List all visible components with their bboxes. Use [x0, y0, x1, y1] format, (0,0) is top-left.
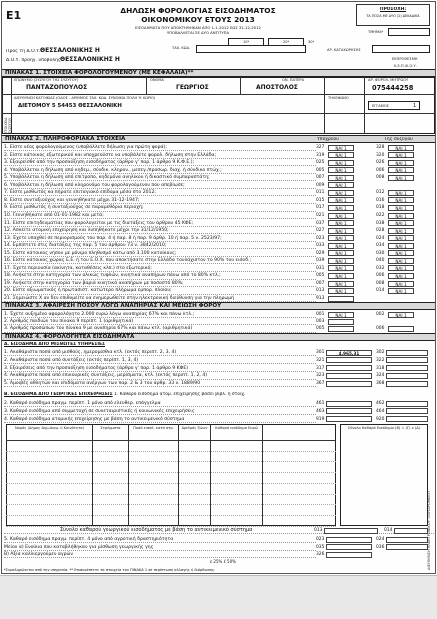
agri-total-text: Σύνολο καθαρού γεωργικού εισοδήματος με βάση το αντικειμενικό σύστημα — [60, 527, 253, 533]
row-code: 009 — [316, 182, 325, 188]
row-code: 328 — [376, 145, 385, 150]
row-answer-field[interactable]: ΝΑΙ 1 — [388, 197, 414, 203]
row-answer-field[interactable]: 4.965,31 — [326, 350, 372, 356]
form-row: 7. Είστε μισθωτός κα πήρατε επιταγιακό επίδομα μέσα στο 2012; — [4, 189, 316, 196]
row-code: 038 — [376, 220, 385, 226]
agri-grid-header: Ποσό εισοδ. κατά στρ. — [133, 426, 174, 430]
form-row: 2. Είστε κάτοικος εξωτερικού και υποχρεούστε να υποβάλετε φορολ. δήλωση στην Ελλάδα; — [4, 152, 316, 159]
row-code: 323 — [316, 373, 325, 379]
surname-label: ΕΠΩΝΥΜΟ (ΣΥΖΥΓΟΥ ΤΗΣ ΣΥΖΥΓΟΥ) — [14, 78, 79, 82]
name-value[interactable]: ΓΕΩΡΓΙΟΣ — [176, 84, 209, 91]
row-code: 014 — [376, 288, 385, 294]
row-code: 018 — [376, 205, 385, 211]
row-code: 462 — [376, 401, 385, 406]
row-answer-field[interactable]: ΝΑΙ 1 — [328, 160, 354, 166]
form-row: 1. Έχετε αυξημένο αφορολόγητο 2.000 ευρώ λόγω αναπηρίας 67% και πάνω κτλ.; — [4, 311, 316, 318]
late-filing-label: ΕΚΠΡΟΘΕΣΜΗ — [392, 57, 418, 61]
form-row: 4. Ακαθάριστα ποσά από επικουρικές συντάξεις, μερίσματα, κτλ. (εκτός περιπτ. 1, 2, 4) — [4, 372, 316, 379]
agri-grid-header: Αριθμός ζώων — [181, 426, 208, 430]
row-code: 008 — [376, 280, 385, 286]
row-answer-field[interactable]: ΝΑΙ 1 — [388, 167, 414, 173]
row-answer-field[interactable]: ΝΑΙ 1 — [328, 228, 354, 234]
row-answer-field[interactable]: ΝΑΙ 1 — [328, 265, 354, 271]
form-row: 11. Είστε επιτηδευματίας που φορολογείται με τις διατάξεις του άρθρου 45 ΚΦΕ; — [4, 220, 316, 227]
row-answer-field[interactable]: ΝΑΙ 1 — [328, 243, 354, 249]
address-label: ΔΙΕΥΘΥΝΣΗ ΚΑΤΟΙΚΙΑΣ (ΟΔΟΣ - ΑΡΙΘΜΟΣ ΤΑΧ. ΚΩΔ. ΣΥΝΟΙΚΙΑ ΠΟΛΗ Ή ΧΩΡΙΟ) — [14, 96, 156, 100]
table4-sub-b-note: 1. Καθαρό εισόδημα ατομ. επιχείρησης βάσει βιβλ. ή στοιχ. — [113, 392, 246, 397]
bottom-percent: ε 25% έ 50% — [210, 559, 236, 564]
row-code: 026 — [376, 160, 385, 166]
row-code: 317 — [316, 365, 325, 371]
row-answer-field[interactable]: ΝΑΙ 1 — [388, 228, 414, 234]
form-subtitle-2: ΥΠΟΒΑΛΛΕΤΑΙ ΣΕ ΔΥΟ ΑΝΤΙΤΥΠΑ — [166, 30, 230, 35]
row-code: 461 — [316, 401, 325, 406]
row-code: 463 — [316, 408, 325, 414]
row-answer-field[interactable]: ΝΑΙ 1 — [388, 288, 414, 294]
table4-sub-a: Α. ΕΙΣΟΔΗΜΑ ΑΠΟ ΜΙΣΘΩΤΕΣ ΥΠΗΡΕΣΙΕΣ — [4, 342, 106, 347]
form-row: 10. Γεννηθήκατε από 01-01-1982 και μετά; — [4, 212, 316, 219]
form-row: 15. Είστε κάτοικος νήσου με μόνιμο πληθυσμό κάτω από 3.100 κατοίκους; — [4, 250, 316, 257]
agri-grid-header: Νομός (Δήμος Δημ.Διαμ. ή Κοινότητα) — [14, 426, 85, 430]
col-spouse: Της συζύγου — [384, 137, 413, 142]
row-code: 327 — [316, 145, 325, 150]
form-title-line2: ΟΙΚΟΝΟΜΙΚΟΥ ΕΤΟΥΣ 2013 — [141, 15, 255, 24]
row-answer-field[interactable]: ΝΑΙ 1 — [328, 175, 354, 181]
form-row: 2. Ακαθάριστα ποσά από συντάξεις (εκτός περίπτ. 1, 3, 4) — [4, 357, 316, 364]
form-row: 5. Αμοιβές αθλητών και επιδόματα ανέργων των παρ. 2 & 3 του άρθρ. 33 ν. 1889/90 — [4, 380, 316, 387]
form-row: 2. Καθαρό εισόδημα πραγμ. περίπτ. 1 μόνο από ελευθερ. επάγγελμα — [4, 400, 316, 407]
row-answer-field[interactable]: ΝΑΙ 1 — [388, 250, 414, 256]
form-row: 3. Αριθμός προσώπων του πίνακα 9 με αναπηρία 67% και πάνω κτλ. (αριθμητικά) — [4, 325, 316, 332]
attention-text: ΤΑ ΠΟΣΑ ΜΕ ΔΥΟ (2) ΔΕΚΑΔΙΚΑ — [366, 14, 420, 18]
form-row: 6. Υποβάλλεται η δήλωση από κληρονόμο του φορολογούμενου που απεβίωσε; — [4, 182, 316, 189]
name-label: ΟΝΟΜΑ — [150, 78, 164, 82]
row-answer-field[interactable]: ΝΑΙ 1 — [328, 167, 354, 173]
row-answer-field[interactable]: ΝΑΙ 1 — [328, 205, 354, 211]
row-code: 322 — [376, 357, 385, 363]
row-code: 023 — [316, 537, 325, 542]
row-code: 027 — [316, 228, 325, 234]
row-code: 008 — [376, 175, 385, 181]
row-code: 030 — [376, 250, 385, 256]
row-answer-field[interactable]: ΝΑΙ 1 — [388, 312, 414, 318]
email-side-caption: ΔΙΕΥΘΥΝΣΗ ΗΛΕΚΤΡΟΝΙΚΟΥ ΤΑΧΥΔΡΟΜΕΙΟΥ — [427, 490, 431, 570]
row-code: 368 — [376, 381, 385, 387]
form-row: 5. Καθαρό εισόδημα πραγμ. περίπτ. 4 μόνο από αγροτική δραστηριότητα — [4, 536, 316, 543]
row-code: 031 — [316, 265, 325, 271]
row-code: 006 — [376, 167, 385, 173]
form-row: 3. Καθαρό εισόδημα από συμμετοχή σε συνεταιριστικές ή κοινωνικές επιχειρήσεις — [4, 408, 316, 415]
doy-to-value[interactable]: ΘΕΣΣΑΛΟΝΙΚΗΣ Η — [40, 47, 100, 54]
row-answer-field[interactable]: ΝΑΙ 1 — [328, 182, 354, 188]
form-row: 8. Είστε συνταξιούχος και γεννηθήκατε μέχρι 31-12-1947; — [4, 197, 316, 204]
row-code: 913 — [316, 296, 325, 301]
row-code: 320 — [376, 152, 385, 158]
form-row: 20. Είστε αξιωματικός ή πρωτασιστ. κατώτερο πλήρωμα εμπορ. πλοίου; — [4, 287, 316, 294]
table2-title: ΠΙΝΑΚΑΣ 2. ΠΛΗΡΟΦΟΡΙΑΚΑ ΣΤΟΙΧΕΙΑ — [5, 136, 126, 142]
row-code: 919 — [316, 416, 325, 422]
form-code: Ε1 — [6, 9, 22, 22]
afm-value[interactable]: 075444258 — [372, 84, 414, 92]
row-code: 021 — [316, 212, 325, 218]
row-code: 367 — [316, 381, 325, 387]
tax-code-label: ΤΑΧ. ΚΩΔ. — [172, 46, 191, 50]
attention-title: ΠΡΟΣΟΧΗ: — [379, 7, 407, 12]
row-code: 319 — [316, 152, 325, 158]
form-row: 12. Ασκείτε ατομική επιχείρηση και λυπηθήκατε μέχρι την 31/12/1950; — [4, 227, 316, 234]
row-answer-field[interactable]: ΝΑΙ 1 — [388, 152, 414, 158]
row-code: 025 — [316, 160, 325, 166]
agri-total-code-2: 014 — [384, 528, 393, 533]
table4-header: ΠΙΝΑΚΑΣ 4. ΦΟΡΟΛΟΓΗΤΕΑ ΕΙΣΟΔΗΜΑΤΑ — [2, 333, 435, 341]
form-row: 14. Εμπίπτετε στις διατάξεις της παρ. 5 του άρθρου 73 ν. 3842/2010; — [4, 242, 316, 249]
row-answer-field[interactable]: ΝΑΙ 1 — [328, 250, 354, 256]
footnote: *Συμπληρώνεται από την υπηρεσία. ** Επισυνάπτετε τα στοιχεία του ΠΙΝΑΚΑ 1 σε περίπτωση αλλαγής ή διόρθωσης. — [4, 568, 216, 572]
row-answer-field[interactable]: ΝΑΙ 1 — [328, 235, 354, 241]
row-answer-field[interactable]: ΝΑΙ 1 — [328, 197, 354, 203]
row-code: 028 — [376, 228, 385, 234]
form-row: 1. Ακαθάριστα ποσά από μισθούς, ημερομίσθια κτλ. (εκτός περιπτ. 2, 3, 4) — [4, 349, 316, 356]
doy-prev-value[interactable]: ΘΕΣΣΑΛΟΝΙΚΗΣ Η — [60, 56, 120, 63]
row-answer-field[interactable]: ΝΑΙ 1 — [388, 265, 414, 271]
row-code: 040 — [376, 258, 385, 264]
row-answer-field[interactable]: ΝΑΙ 1 — [388, 160, 414, 166]
row-code: 005 — [316, 326, 325, 332]
row-answer-field[interactable]: ΝΑΙ 1 — [328, 190, 354, 196]
form-row: 19. Ανήκετε στην κατηγορία των βαριά κινητικά αναπήρων με ποσοστό 80%; — [4, 280, 316, 287]
form-subtitle-1: ΕΙΣΟΔΗΜΑΤΑ ΠΟΥ ΑΠΟΚΤΗΘΗΚΑΝ ΑΠΟ 1-1-2012 ΕΩΣ 31-12-2012 — [135, 25, 261, 30]
row-answer-field[interactable]: ΝΑΙ 1 — [328, 258, 354, 264]
row-answer-field[interactable]: ΝΑΙ 1 — [388, 145, 414, 151]
row-code: 001 — [316, 312, 325, 317]
agri-total-header: Σύνολο Καθαρό Εισόδημα (Β) = (Γ) x (Δ) — [347, 426, 421, 430]
box-20-label: 20* — [283, 40, 290, 44]
table3-header: ΠΙΝΑΚΑΣ 3. ΑΦΑΙΡΕΣΗ ΠΟΣΟΥ ΛΟΓΩ ΑΝΑΠΗΡΙΑΣ ΚΑΙ ΜΕΙΩΣΗ ΦΟΡΟΥ — [2, 302, 435, 310]
row-code: 023 — [316, 235, 325, 241]
row-code: 034 — [376, 243, 385, 249]
form-row: 4. Καθαρό εισόδημα ατομικής επιχείρησης με βάση το αντικειμενικό σύστημα — [4, 416, 316, 423]
row-answer-field[interactable]: ΝΑΙ 1 — [388, 175, 414, 181]
row-answer-field[interactable]: ΝΑΙ 1 — [388, 220, 414, 226]
tmima-label: ΤΜΗΜΑ* — [368, 30, 384, 34]
form-row: 1. Είστε νέος φορολογούμενος (υποβάλλετε δήλωση για πρώτη φορά); — [4, 144, 316, 151]
row-answer-field[interactable]: ΝΑΙ 1 — [328, 288, 354, 294]
col-taxpayer: Υπόχρεου — [317, 137, 339, 142]
father-label: ΟΝ. ΠΑΤΕΡΑ — [282, 78, 305, 82]
form-row: 5. Υποβάλλεται η δήλωση από επίτροπο, κηδεμόνα ανηλίκου ή δικαστικό συμπαραστάτη; — [4, 174, 316, 181]
address-value[interactable]: ΔΙΕΤΟΜΟΥ 5 54453 ΘΕΣΣΑΛΟΝΙΚΗ — [18, 103, 122, 109]
row-code: 324 — [376, 373, 385, 379]
row-answer-field[interactable]: ΝΑΙ 1 — [328, 281, 354, 287]
row-code: 024 — [376, 537, 385, 542]
row-code: 920 — [376, 416, 385, 422]
row-code: 005 — [316, 167, 325, 173]
row-answer-field[interactable]: ΝΑΙ 1 — [388, 273, 414, 279]
row-code: 003 — [316, 319, 325, 325]
row-code: 012 — [376, 190, 385, 196]
row-code: 033 — [316, 243, 325, 249]
phone-label: ΤΗΛΕΦΩΝΟ — [328, 96, 349, 100]
row-code: 002 — [376, 312, 385, 317]
form-title-line1: ΔΗΛΩΣΗ ΦΟΡΟΛΟΓΙΑΣ ΕΙΣΟΔΗΜΑΤΟΣ — [120, 6, 276, 15]
row-answer-field[interactable]: ΝΑΙ 1 — [328, 152, 354, 158]
row-code: 006 — [376, 273, 385, 279]
row-code: 321 — [316, 357, 325, 363]
row-code: 013 — [316, 288, 325, 294]
form-row: 3. Εξαιρείσθε από την προσαύξηση εισοδήματος (άρθρο γ' παρ. 1 άρθρο 9 Κ.Φ.Ε.); — [4, 159, 316, 166]
row-code: 301 — [316, 350, 325, 355]
kep-label: Κ.Ε.Π./Κ.Ο.Υ. — [394, 64, 417, 68]
row-answer-field[interactable]: ΝΑΙ 1 — [388, 190, 414, 196]
agri-grid-header: Στρέμματα — [100, 426, 121, 430]
form-row: 18. Ανήκετε στην κατηγορία των ολικώς τυφλών, κινητικά αναπήρων πάνω από το 80% κτλ.; — [4, 272, 316, 279]
row-code: 017 — [316, 205, 325, 211]
father-value[interactable]: ΑΠΟΣΤΟΛΟΣ — [256, 84, 298, 91]
box-30-label: 30* — [308, 40, 315, 44]
agri-total-code-1: 013 — [314, 528, 323, 533]
row-code: 015 — [316, 197, 325, 203]
surname-value[interactable]: ΠΑΝΤΑΖΟΠΟΥΛΟΣ — [26, 84, 88, 91]
row-answer-field[interactable]: ΝΑΙ 1 — [388, 258, 414, 264]
row-answer-field[interactable]: ΝΑΙ 1 — [388, 213, 414, 219]
row-code: 005 — [316, 273, 325, 279]
row-answer-field[interactable]: ΝΑΙ 1 — [388, 243, 414, 249]
row-answer-field[interactable]: ΝΑΙ 1 — [328, 312, 354, 318]
afm-label: ΑΡ. ΦΟΡΟΛ. ΜΗΤΡΩΟΥ — [368, 78, 409, 82]
katastimeni-label: ΑΡ. ΚΑΤΑΧΩΡΗΣΗΣ — [327, 48, 361, 52]
form-row: 4. Υποβάλλεται η δήλωση από κηδεμ., σύνδικ. κληρον., μεσεγ./προσωρ. διαχ. ή σύνδικο πτώχ.; — [4, 167, 316, 174]
row-code: 029 — [316, 250, 325, 256]
page-bottom — [0, 575, 437, 619]
row-answer-field[interactable]: ΝΑΙ 1 — [328, 145, 354, 151]
form-row: Μείον α) Ενοίκια που καταβλήθηκαν για μίσθωση γεωργικής γης — [4, 544, 316, 551]
row-answer-field[interactable]: ΝΑΙ 1 — [328, 273, 354, 279]
table4-sub-b-title: Β. ΕΙΣΟΔΗΜΑ ΑΠΟ ΓΕΩΡΓΙΚΕΣ ΕΠΙΧΕΙΡΗΣΕΙΣ — [4, 392, 113, 397]
row-code: 016 — [376, 197, 385, 203]
row-code: 006 — [376, 326, 385, 332]
row-code: 035 — [316, 544, 325, 550]
form-row: 2. Αριθμός παιδιών του πίνακα 9 περίπτ. 1 (αριθμητικά) — [4, 318, 316, 325]
row-code: 024 — [376, 235, 385, 241]
row-code: 032 — [376, 265, 385, 271]
row-code: 326 — [316, 552, 325, 558]
marital-status-label: ΕΓΓΑΜΟΣ — [372, 104, 389, 108]
row-code: 318 — [376, 365, 385, 371]
row-answer-field[interactable]: ΝΑΙ 1 — [328, 220, 354, 226]
table1-header: ΠΙΝΑΚΑΣ 1. ΣΤΟΙΧΕΙΑ ΦΟΡΟΛΟΓΟΥΜΕΝΟΥ (ΜΕ ΚΕΦΑΛΑΙΑ)** — [2, 69, 435, 77]
marital-status-value: 1 — [413, 103, 417, 109]
form-row: 17. Έχετε περιουσία (ακίνητα, καταθέσεις κλπ.) στο εξωτερικό; — [4, 265, 316, 272]
row-code: 036 — [376, 544, 385, 550]
row-code: 007 — [316, 280, 325, 286]
doy-to-label: Προς τη Δ.Ο.Υ.: — [6, 49, 42, 54]
row-answer-field[interactable]: ΝΑΙ 1 — [388, 281, 414, 287]
form-row: 16. Είστε κάτοικος χώρας Ε.Ε. ή του Ε.Ο.Χ. που αποκτήσατε στην Ελλάδα τουλάχιστον το 90% του εισοδ.; — [4, 257, 316, 264]
row-answer-field[interactable]: ΝΑΙ 1 — [388, 205, 414, 211]
row-answer-field[interactable]: ΝΑΙ 1 — [328, 213, 354, 219]
form-row: 9. Είστε μισθωτός ή συνταξιούχος σε παραμεθόρια περιοχή; — [4, 204, 316, 211]
form-row: 21. Σημειώστε Χ αν δεν επιθυμείτε να ενημερωθείτε στην ηλεκτρονική διεύθυνση για την πληρωμή — [4, 295, 316, 302]
doy-prev-label: Δ.Ο.Υ. προηγ. υποβολής — [6, 58, 61, 63]
form-row: Β) Αξία καλλιεργούμεν αγρών — [4, 551, 316, 558]
row-code: 022 — [376, 212, 385, 218]
agri-grid-header: Καθαρό εισόδημα Ευρώ — [215, 426, 258, 430]
form-row: 13. Έχετε υπαχθεί σε περιορισμούς του παρ. 4 ή παρ. 8 ή παρ. 9 άρθρ. 10 ή παρ. 5 ν. 2523/97; — [4, 235, 316, 242]
row-code: 011 — [316, 190, 325, 196]
row-code: 037 — [316, 220, 325, 226]
row-code: 039 — [316, 258, 325, 264]
row-answer-field[interactable]: ΝΑΙ 1 — [388, 235, 414, 241]
form-frame — [1, 1, 436, 574]
form-row: 3. Εξαιρέσεις από την προσαύξηση εισοδήματος (άρθρο γ' παρ. 1 άρθρο 9 ΚΦΕ) — [4, 365, 316, 372]
row-code: 464 — [376, 408, 385, 414]
spouse-caption: ΣΤΟΙΧΕΙΑ ΣΥΖΥΓΟΥ — [4, 117, 12, 134]
box-10-label: 10* — [243, 40, 250, 44]
row-code: 007 — [316, 175, 325, 181]
row-code: 302 — [376, 350, 385, 355]
